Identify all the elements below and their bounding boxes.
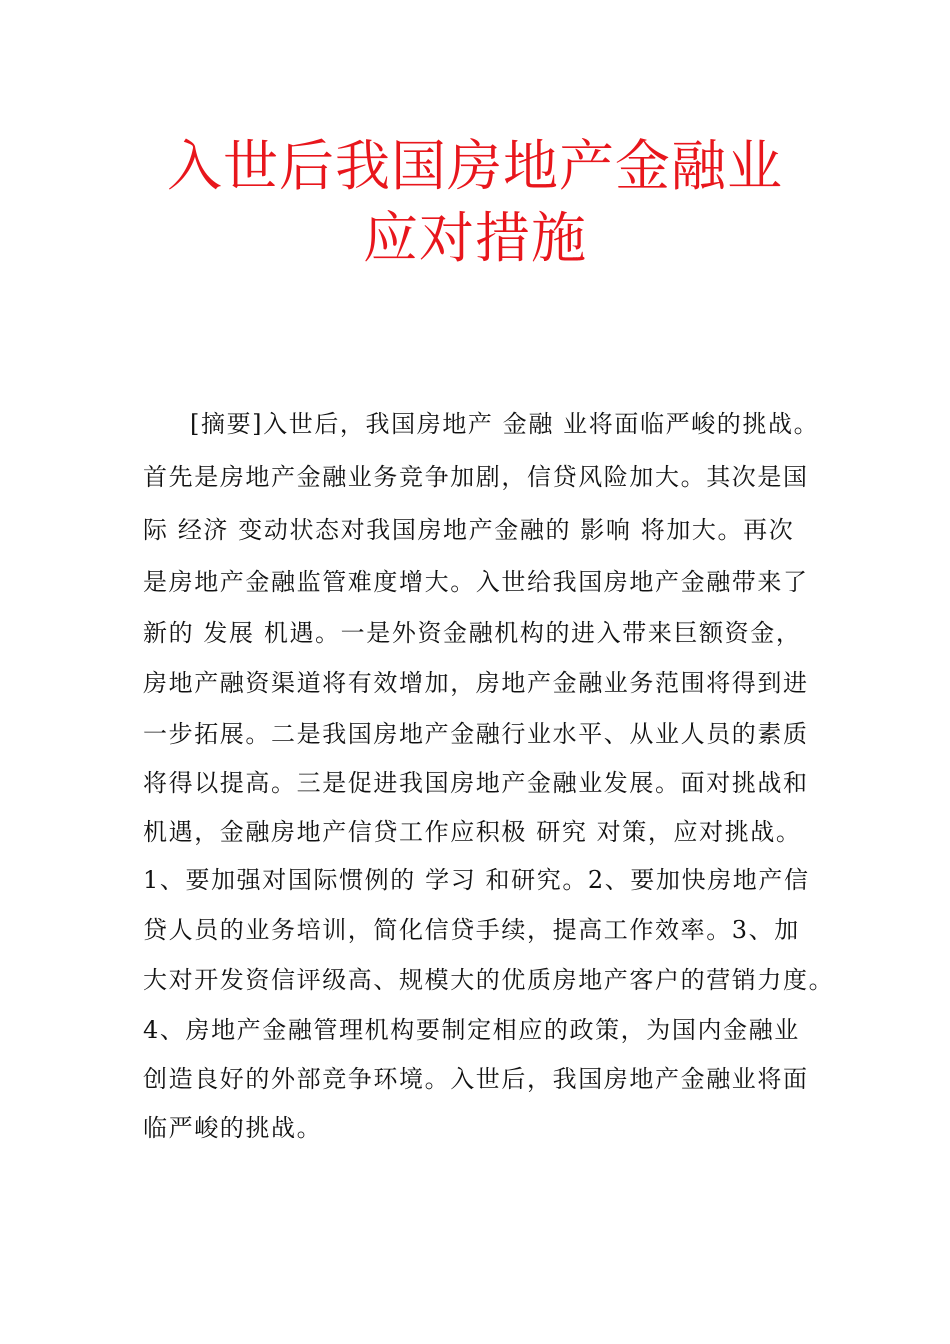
paragraph-line-4: 是房地产金融监管难度增大。入世给我国房地产金融带来了 [143,568,809,596]
paragraph-line-9: 机遇，金融房地产信贷工作应积极 研究 对策，应对挑战。 [143,818,802,846]
paragraph-line-3: 际 经济 变动状态对我国房地产金融的 影响 将加大。再次 [143,516,795,544]
paragraph-line-14: 创造良好的外部竞争环境。入世后，我国房地产金融业将面 [143,1065,809,1093]
paragraph-line-8: 将得以提高。三是促进我国房地产金融业发展。面对挑战和 [143,769,809,797]
paragraph-line-5: 新的 发展 机遇。一是外资金融机构的进入带来巨额资金， [143,619,802,647]
paragraph-line-7: 一步拓展。二是我国房地产金融行业水平、从业人员的素质 [143,720,809,748]
paragraph-line-15: 临严峻的挑战。 [143,1114,323,1142]
document-title-line-1: 入世后我国房地产金融业 [166,134,783,198]
paragraph-line-2: 首先是房地产金融业务竞争加剧，信贷风险加大。其次是国 [143,463,809,491]
document-title-line-2: 应对措施 [362,206,587,270]
paragraph-line-13: 4、房地产金融管理机构要制定相应的政策，为国内金融业 [143,1016,800,1044]
paragraph-line-12: 大对开发资信评级高、规模大的优质房地产客户的营销力度。 [143,966,835,994]
paragraph-line-1: [摘要]入世后，我国房地产 金融 业将面临严峻的挑战。 [190,410,820,438]
paragraph-line-10: 1、要加强对国际惯例的 学习 和研究。2、要加快房地产信 [143,866,810,894]
paragraph-line-11: 贷人员的业务培训，简化信贷手续，提高工作效率。3、加 [143,916,800,944]
paragraph-line-6: 房地产融资渠道将有效增加，房地产金融业务范围将得到进 [143,669,809,697]
